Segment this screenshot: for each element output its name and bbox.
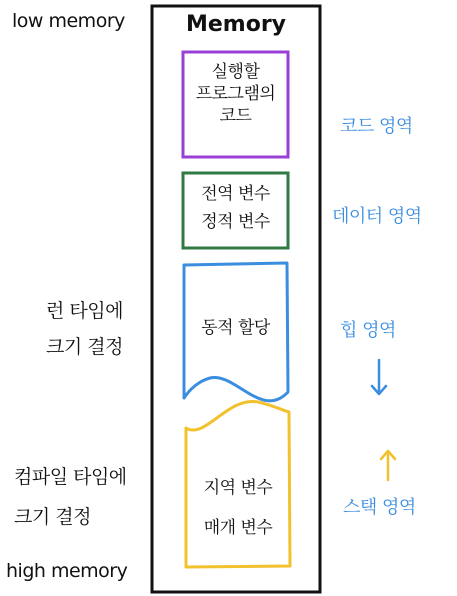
code-line-3: 코드 xyxy=(219,106,252,126)
stack-line-1: 지역 변수 xyxy=(203,478,273,498)
code-region-label: 코드 영역 xyxy=(340,116,413,137)
memory-title: Memory xyxy=(185,12,287,37)
heap-size-note xyxy=(46,293,123,365)
code-segment-text xyxy=(183,61,288,127)
code-line-2: 프로그램의 xyxy=(195,84,276,104)
stack-note-line-1: 컴파일 타임에 xyxy=(14,466,127,488)
stack-growth-arrow-up-icon xyxy=(381,451,395,480)
data-segment-text xyxy=(183,180,288,236)
heap-note-line-2: 크기 결정 xyxy=(46,336,123,358)
data-region-label: 데이터 영역 xyxy=(332,206,422,227)
data-line-2: 정적 변수 xyxy=(201,212,270,232)
stack-segment-text xyxy=(186,468,290,548)
heap-note-line-1: 런 타임에 xyxy=(46,300,123,322)
heap-growth-arrow-down-icon xyxy=(372,360,386,394)
low-memory-label: low memory xyxy=(12,10,125,32)
stack-region-label: 스택 영역 xyxy=(343,497,416,518)
stack-note-line-2: 크기 결정 xyxy=(14,506,91,528)
high-memory-label: high memory xyxy=(6,560,128,582)
stack-line-2: 매개 변수 xyxy=(203,518,273,538)
stack-size-note xyxy=(14,457,127,537)
heap-region-label: 힙 영역 xyxy=(340,320,396,341)
data-line-1: 전역 변수 xyxy=(201,184,270,204)
heap-segment-text: 동적 할당 xyxy=(201,318,270,338)
code-line-1: 실행할 xyxy=(211,62,260,82)
